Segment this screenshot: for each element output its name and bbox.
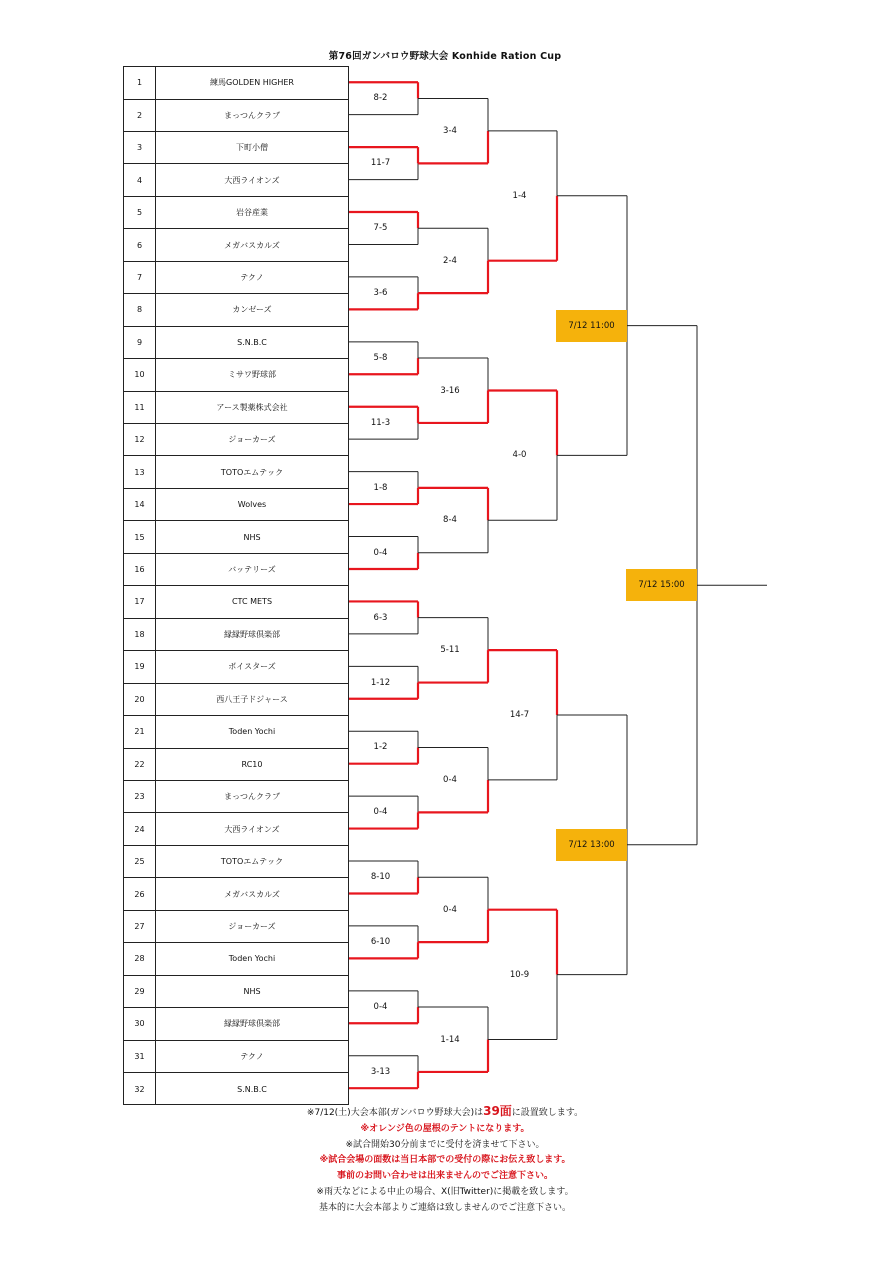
team-name: 岩谷産業 (236, 208, 268, 218)
match-score: 6-3 (373, 612, 388, 623)
note-line-7: 基本的に大会本部よりご連絡は致しませんのでご注意下さい。 (318, 1202, 571, 1213)
match-score: 3-13 (370, 1066, 391, 1077)
team-number: 12 (124, 424, 156, 456)
semifinal-time-box: 7/12 11:00 (556, 310, 627, 342)
team-number: 27 (124, 911, 156, 943)
match-score: 1-12 (370, 677, 391, 688)
match-score: 6-10 (370, 937, 391, 948)
team-name: 縁縁野球倶楽部 (224, 629, 280, 639)
match-score: 14-7 (509, 710, 530, 720)
match-score: 0-4 (443, 904, 457, 915)
team-name: S.N.B.C (237, 1084, 267, 1094)
match-score: 2-4 (443, 255, 457, 266)
notes (0, 1104, 890, 1217)
team-name: テクノ (240, 1051, 264, 1061)
team-name: 西八王子ドジャース (216, 694, 288, 704)
match-score: 0-4 (443, 774, 457, 785)
team-name: まっつんクラブ (224, 792, 280, 802)
team-name: CTC METS (231, 597, 273, 607)
team-name: Toden Yochi (228, 954, 276, 964)
team-name: メガバスカルズ (224, 240, 280, 250)
match-score: 1-4 (512, 190, 527, 201)
team-name: メガバスカルズ (224, 889, 280, 899)
match-score: 3-4 (443, 125, 457, 136)
match-score: 0-4 (373, 1002, 388, 1013)
team-number: 7 (124, 262, 156, 294)
team-number: 26 (124, 878, 156, 910)
match-score: 11-3 (370, 417, 391, 428)
note-line-4: ※試合会場の面数は当日本部での受付の際にお伝え致します。 (319, 1155, 571, 1166)
match-score: 3-6 (373, 288, 388, 299)
match-score: 1-2 (373, 742, 388, 753)
match-score: 1-14 (440, 1034, 460, 1045)
team-number: 23 (124, 781, 156, 813)
team-number: 2 (124, 99, 156, 131)
semifinal-time-box: 7/12 13:00 (556, 829, 627, 861)
team-number: 21 (124, 716, 156, 748)
match-score: 3-16 (440, 385, 460, 396)
match-score: 8-4 (443, 515, 457, 526)
match-score: 0-4 (373, 547, 388, 558)
team-name: バッテリーズ (228, 565, 276, 574)
team-name: NHS (243, 986, 261, 996)
team-number: 22 (124, 748, 156, 780)
team-name: まっつんクラブ (224, 110, 280, 120)
team-number: 31 (124, 1041, 156, 1073)
match-score: 1-8 (373, 482, 388, 493)
team-number: 6 (124, 229, 156, 261)
team-number: 14 (124, 489, 156, 521)
team-number: 8 (124, 294, 156, 326)
team-name: ミサワ野球部 (228, 370, 276, 380)
team-number: 9 (124, 327, 156, 359)
team-number: 11 (124, 392, 156, 424)
team-name: 大西ライオンズ (224, 175, 280, 185)
team-number: 18 (124, 619, 156, 651)
team-number: 20 (124, 684, 156, 716)
team-number: 1 (124, 67, 156, 99)
team-name: 大西ライオンズ (224, 824, 280, 834)
team-name: 下町小僧 (236, 143, 268, 153)
team-name: 縁縁野球倶楽部 (224, 1019, 280, 1029)
team-number: 19 (124, 651, 156, 683)
match-score: 7-5 (373, 223, 388, 234)
note-line-5: 事前のお問い合わせは出来ませんのでご注意下さい。 (336, 1171, 553, 1182)
note-line-6: ※雨天などによる中止の場合、X(旧Twitter)に掲載を致します。 (316, 1186, 574, 1197)
match-score: 11-7 (370, 158, 391, 169)
team-number: 15 (124, 521, 156, 553)
team-name: NHS (243, 532, 261, 542)
team-name: S.N.B.C (237, 337, 267, 347)
team-number: 4 (124, 164, 156, 196)
team-name: TOTOエムテック (220, 467, 284, 477)
team-name: Toden Yochi (228, 727, 276, 737)
match-score: 4-0 (512, 450, 527, 461)
final-time-box: 7/12 15:00 (626, 569, 697, 601)
team-name: テクノ (240, 272, 264, 282)
team-name: カンゼーズ (232, 305, 272, 315)
team-number: 3 (124, 132, 156, 164)
team-number: 30 (124, 1008, 156, 1040)
note-line-3: ※試合開始30分前までに受付を済ませて下さい。 (345, 1139, 545, 1150)
match-score: 8-2 (373, 93, 388, 104)
team-number: 16 (124, 554, 156, 586)
team-number: 10 (124, 359, 156, 391)
team-number: 24 (124, 813, 156, 845)
team-number: 32 (124, 1073, 156, 1106)
note-line-2: ※オレンジ色の屋根のテントになります。 (360, 1123, 530, 1134)
team-number: 13 (124, 456, 156, 488)
team-name: RC10 (241, 759, 263, 769)
team-name: ボイスターズ (228, 662, 276, 672)
tournament-title: 第76回ガンバロウ野球大会 Konhide Ration Cup (328, 51, 562, 62)
match-score: 0-4 (373, 807, 388, 818)
team-number: 28 (124, 943, 156, 975)
match-score: 5-11 (440, 645, 460, 656)
team-number: 17 (124, 586, 156, 618)
team-name: アース製薬株式会社 (216, 402, 288, 412)
team-name: ジョーカーズ (228, 435, 276, 445)
team-name: 練馬GOLDEN HIGHER (210, 78, 294, 88)
team-number: 5 (124, 197, 156, 229)
team-number: 25 (124, 846, 156, 878)
team-name: TOTOエムテック (220, 857, 284, 867)
match-score: 5-8 (373, 353, 388, 364)
team-name: ジョーカーズ (228, 921, 276, 931)
match-score: 10-9 (509, 969, 530, 980)
note-line-1: ※7/12(土)大会本部(ガンバロウ野球大会)は39面に設置致します。 (306, 1104, 584, 1118)
team-number: 29 (124, 976, 156, 1008)
match-score: 8-10 (370, 872, 391, 883)
team-name: Wolves (237, 500, 267, 510)
